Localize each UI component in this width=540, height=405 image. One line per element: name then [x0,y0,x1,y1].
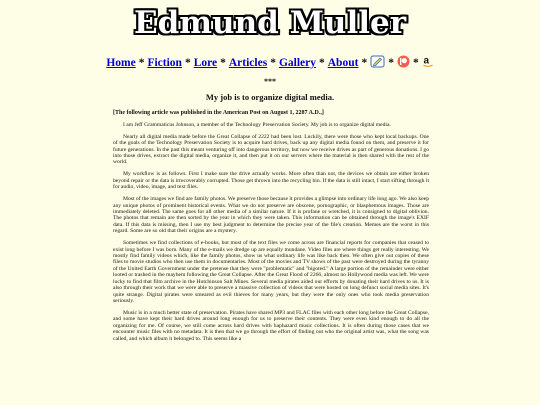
section-divider: *** [264,77,276,86]
nav-separator: * [184,57,191,70]
nav-link-home[interactable]: Home [106,57,136,70]
publication-notice: [The following article was published in the American Post on August 1, 2287 A.D.,] [113,110,324,116]
article-paragraph: My workflow is as follows. First I make sure the drive actually works. More often than not, the devices we obtain are either broken beyond repair or the data is irrecoverably corrupted. Those get thrown into the recycling bin. If the data is still intact, I start sifting through it for audio, video, image, and text files. [113,171,429,191]
nav-link-articles[interactable]: Articles [228,57,268,70]
nav-link-lore[interactable]: Lore [193,57,218,70]
ai-writing-icon[interactable] [370,55,385,72]
article-paragraph: Most of the images we find are family photos. We preserve those because it provides a glimpse into ordinary life long ago. We also keep any unique photos of prominent historical events. What we do not preserve are obscene, pornographic, or blasphemous images. Those are immediately deleted. The same goes for all other media of a similar nature. If it is profane or wretched, it is consigned to digital oblivion. The photos that remain are then sorted by the year in which they were taken. This information can be obtained through the image's EXIF data. If this data is missing, then I use my best judgment to determine the precise year of the file's creation. Memes are the worst in this regard. Some are so old that their origins are a mystery. [113,196,429,235]
article-paragraph: Music is in a much better state of preservation. Pirates have shared MP3 and FLAC files with each other long before the Great Collapse, and some have kept their hard drives around long enough for us to preserve their contents. They were even kind enough to do all the organizing for me. Of course, we still come across hard drives with haphazard music collections. It is often during those cases that we encounter music files with no metadata. It is then that we go through the effort of finding out who the original artist was, what the song was called, and which album it belonged to. This seems like a [113,309,429,342]
nav-link-about[interactable]: About [327,57,359,70]
main-nav [0,55,540,72]
nav-separator: * [412,57,419,70]
amazon-icon[interactable] [422,55,434,72]
nav-link-gallery[interactable]: Gallery [278,57,316,70]
article-paragraph: Sometimes we find collections of e-books, but most of the text files we come across are financial reports for companies that ceased to exist long before I was born. Many of the e-mails we dredge up are equally mundane. Video files are where things get really interesting. We mostly find family videos which, like the family photos, show us what ordinary life was like back then. We often give out copies of these files to movie studios who then use them in documentaries. Most of the movies and TV shows of the past were destroyed during the tyranny of the United Earth Government under the pretense that they were "problematic" and "bigoted." A large portion of the remainder were either looted or trashed in the mayhem following the Great Collapse. After the Great Flood of 2266, almost no Hollywood media was left. We were lucky to find that film archive in the Hutchinson Salt Mines. Several media pirates aided our efforts by donating their hard drives to us. It is also through their work that we were able to preserve a massive collection of videos that were hosted on long defunct social media sites. It's quite strange. Digital pirates were smeared as evil thieves for many years, but they were the only ones who took media preservation seriously. [113,240,429,304]
nav-separator: * [270,57,276,70]
nav-separator: * [388,57,394,70]
nav-separator: * [361,57,368,70]
article-paragraph: I am Jeff Grammaticus Johnson, a member of the Technology Preservation Society. My job is to organize digital media. [123,121,391,128]
article-paragraph: Nearly all digital media made before the Great Collapse of 2222 had been lost. Luckily, there were those who kept local backups. One of the goals of the Technology Preservation Society is to acquire hard drives, back up any digital media found on them, and preserve it for future generations. In the past this meant venturing off into dangerous territory, but now we receive drives as part of generous donations. I go into those drives, extract the digital media, organize it, and then put it on our servers where the material is then shared with the rest of the world. [113,133,429,166]
nav-separator: * [319,57,325,70]
nav-separator: * [138,57,145,70]
nav-link-fiction[interactable]: Fiction [147,57,182,70]
article-title: My job is to organize digital media. [205,92,335,102]
site-title[interactable]: Edmund Muller [133,5,407,41]
nav-separator: * [220,57,226,70]
svg-text:a: a [423,55,429,67]
patreon-icon[interactable] [397,55,410,72]
article-body [113,110,429,348]
site-banner [0,3,540,43]
